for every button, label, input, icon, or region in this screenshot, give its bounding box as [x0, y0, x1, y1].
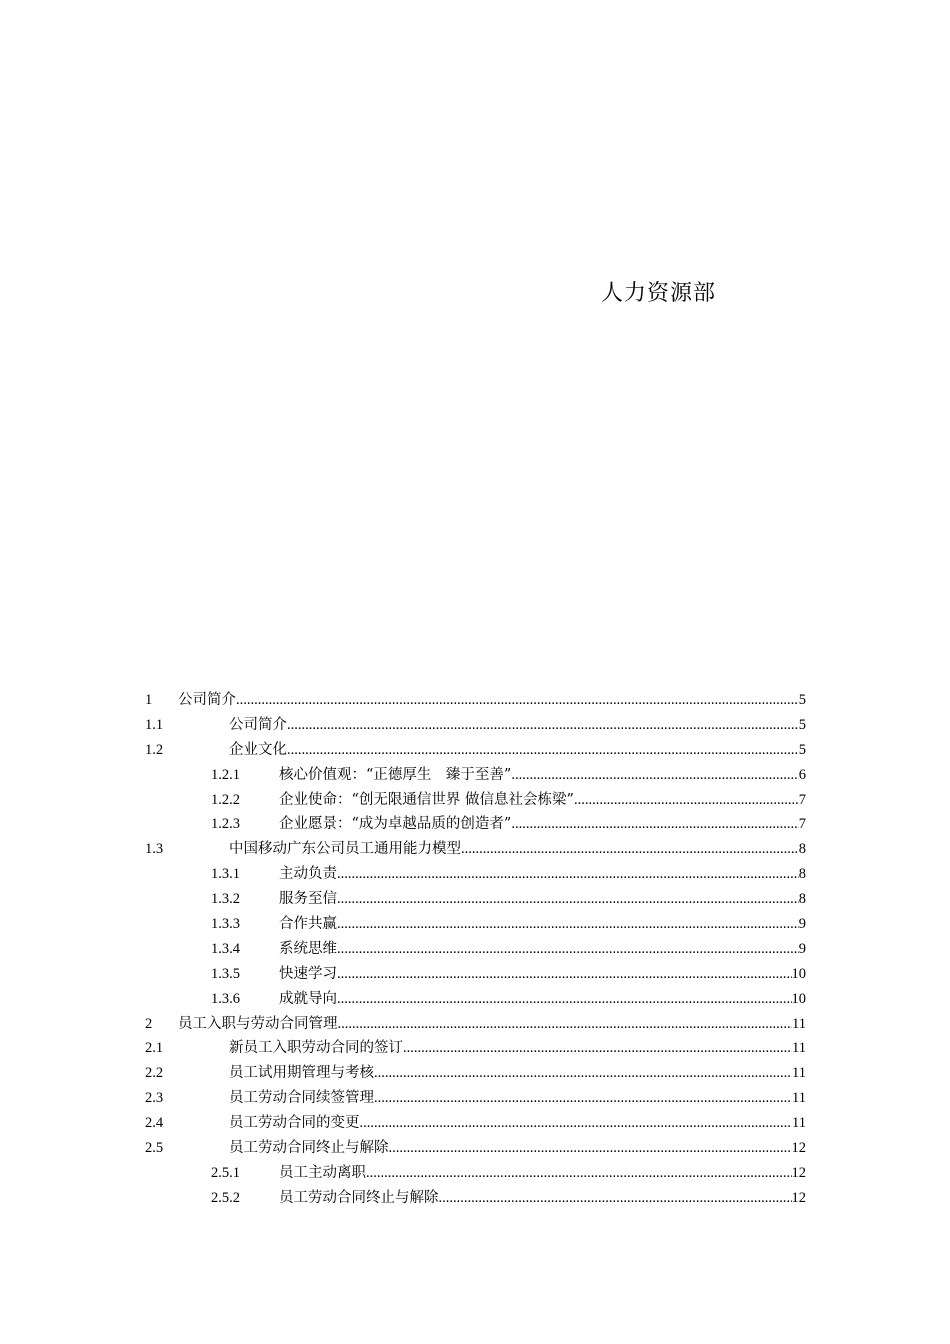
toc-entry-number: 1.2.3	[211, 816, 240, 833]
toc-entry-title: 企业文化	[229, 741, 287, 758]
toc-entry-title: 快速学习	[279, 965, 337, 982]
toc-entry-page: 9	[798, 940, 806, 957]
toc-entry[interactable]	[145, 1086, 806, 1111]
toc-entry-number: 1.3	[145, 841, 164, 858]
toc-entry-page: 11	[792, 1065, 806, 1082]
toc-entry-page: 12	[791, 1189, 806, 1206]
toc-entry-number: 2.2	[145, 1065, 164, 1082]
toc-entry-number: 2.5.2	[211, 1189, 240, 1206]
toc-entry[interactable]	[145, 1036, 806, 1061]
toc-entry-title: 中国移动广东公司员工通用能力模型	[229, 841, 461, 858]
toc-entry-title: 员工劳动合同终止与解除	[229, 1140, 389, 1157]
dot-leader	[374, 1061, 792, 1086]
dot-leader	[337, 887, 799, 912]
dot-leader	[374, 1086, 792, 1111]
toc-entry[interactable]	[145, 962, 806, 987]
toc-entry-page: 12	[791, 1140, 806, 1157]
toc-entry-page: 12	[791, 1164, 806, 1181]
toc-entry-page: 7	[798, 791, 806, 808]
dot-leader	[439, 1186, 792, 1211]
toc-entry[interactable]	[145, 763, 806, 788]
dot-leader	[338, 1012, 793, 1037]
dot-leader	[389, 1136, 792, 1161]
toc-entry-page: 10	[791, 965, 806, 982]
dot-leader	[236, 688, 799, 713]
toc-entry-number: 2	[145, 1015, 153, 1032]
toc-entry-title: 员工主动离职	[279, 1164, 366, 1181]
toc-entry-title: 核心价值观：“正德厚生 臻于至善”	[279, 766, 512, 783]
toc-entry-number: 1.3.4	[211, 940, 240, 957]
toc-entry[interactable]	[145, 912, 806, 937]
dot-leader	[337, 987, 792, 1012]
dot-leader	[287, 738, 799, 763]
toc-entry-title: 员工试用期管理与考核	[229, 1065, 374, 1082]
dot-leader	[337, 937, 799, 962]
toc-entry-page: 6	[798, 766, 806, 783]
toc-entry[interactable]	[145, 713, 806, 738]
toc-entry-title: 主动负责	[279, 866, 337, 883]
table-of-contents	[145, 688, 806, 1211]
toc-entry-title: 服务至信	[279, 891, 337, 908]
toc-entry-page: 11	[792, 1040, 806, 1057]
dot-leader	[511, 812, 798, 837]
toc-entry-page: 8	[798, 891, 806, 908]
toc-entry-title: 新员工入职劳动合同的签订	[229, 1040, 403, 1057]
toc-entry[interactable]	[145, 788, 806, 813]
toc-entry-page: 11	[792, 1090, 806, 1107]
toc-entry-title: 企业愿景：“成为卓越品质的创造者”	[279, 816, 512, 833]
dot-leader	[403, 1036, 792, 1061]
toc-entry-title: 成就导向	[279, 990, 337, 1007]
toc-entry[interactable]	[145, 688, 806, 713]
dot-leader	[366, 1161, 792, 1186]
toc-entry-page: 10	[791, 990, 806, 1007]
toc-entry-page: 8	[798, 866, 806, 883]
toc-entry-page: 5	[798, 692, 806, 708]
dot-leader	[337, 862, 799, 887]
toc-entry[interactable]	[145, 1111, 806, 1136]
dot-leader	[461, 837, 799, 862]
toc-entry-number: 1.3.2	[211, 891, 240, 908]
toc-entry[interactable]	[145, 1061, 806, 1086]
toc-entry-number: 2.1	[145, 1040, 164, 1057]
toc-entry[interactable]	[145, 887, 806, 912]
toc-entry-number: 2.4	[145, 1115, 164, 1132]
toc-entry-number: 2.5	[145, 1140, 164, 1157]
toc-entry[interactable]	[145, 812, 806, 837]
toc-entry-title: 员工劳动合同终止与解除	[279, 1189, 439, 1206]
toc-entry-page: 5	[798, 741, 806, 758]
toc-entry-number: 2.3	[145, 1090, 164, 1107]
toc-entry-title: 员工劳动合同的变更	[229, 1115, 360, 1132]
toc-entry-title: 合作共赢	[279, 916, 337, 933]
toc-entry-number: 1.2	[145, 741, 164, 758]
toc-entry[interactable]	[145, 738, 806, 763]
toc-entry[interactable]	[145, 1012, 806, 1037]
toc-entry-number: 2.5.1	[211, 1164, 240, 1181]
toc-entry[interactable]	[145, 987, 806, 1012]
department-title: 人力资源部	[601, 281, 717, 306]
toc-entry-title: 员工入职与劳动合同管理	[178, 1015, 338, 1032]
toc-entry[interactable]	[145, 937, 806, 962]
dot-leader	[287, 713, 799, 738]
toc-entry-title: 公司简介	[229, 716, 287, 733]
dot-leader	[511, 763, 798, 788]
toc-entry-number: 1.3.5	[211, 965, 240, 982]
toc-entry-number: 1.3.1	[211, 866, 240, 883]
toc-entry-number: 1.1	[145, 716, 164, 733]
dot-leader	[360, 1111, 793, 1136]
toc-entry-page: 7	[798, 816, 806, 833]
toc-entry-title: 系统思维	[279, 940, 337, 957]
toc-entry-number: 1.3.6	[211, 990, 240, 1007]
toc-entry[interactable]	[145, 1186, 806, 1211]
toc-entry[interactable]	[145, 1161, 806, 1186]
toc-entry-number: 1.2.1	[211, 766, 240, 783]
toc-entry[interactable]	[145, 1136, 806, 1161]
toc-entry-page: 8	[798, 841, 806, 858]
toc-entry-page: 11	[792, 1015, 806, 1032]
dot-leader	[337, 912, 799, 937]
toc-entry-number: 1.2.2	[211, 791, 240, 808]
toc-entry[interactable]	[145, 862, 806, 887]
toc-entry-title: 员工劳动合同续签管理	[229, 1090, 374, 1107]
toc-entry-page: 11	[792, 1115, 806, 1132]
toc-entry-number: 1	[145, 692, 153, 708]
toc-entry-number: 1.3.3	[211, 916, 240, 933]
toc-entry-page: 9	[798, 916, 806, 933]
dot-leader	[574, 788, 799, 813]
toc-entry-page: 5	[798, 716, 806, 733]
toc-entry-title: 公司简介	[178, 692, 236, 708]
toc-entry[interactable]	[145, 837, 806, 862]
dot-leader	[337, 962, 792, 987]
toc-entry-title: 企业使命：“创无限通信世界 做信息社会栋梁”	[279, 791, 574, 808]
